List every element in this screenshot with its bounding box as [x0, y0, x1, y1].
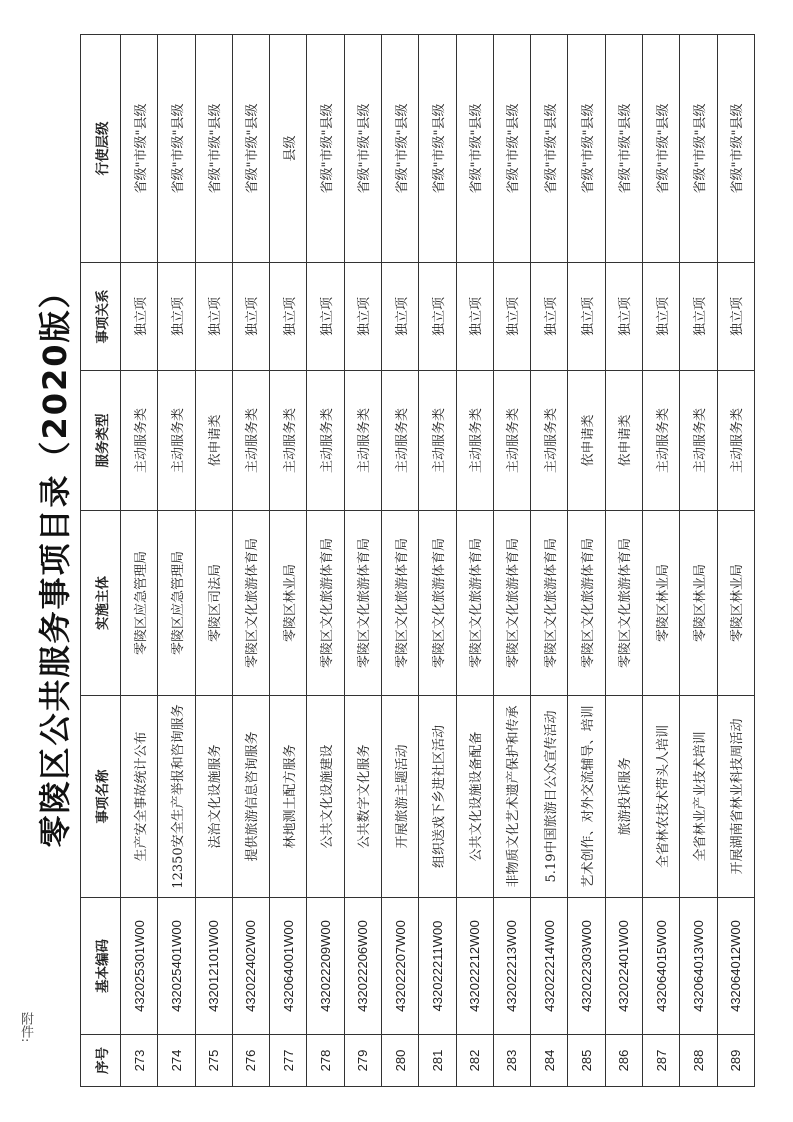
- cell-item-name: 公共文化设施设备配备: [456, 696, 493, 898]
- cell-agency: 零陵区文化旅游体育局: [531, 511, 568, 696]
- cell-item-name: 法治文化设施服务: [195, 696, 232, 898]
- cell-service-type: 依申请类: [568, 371, 605, 511]
- column-header-agency: 实施主体: [81, 511, 121, 696]
- cell-level: 省级"市级"县级: [680, 35, 717, 263]
- cell-service-type: 主动服务类: [270, 371, 307, 511]
- cell-service-type: 主动服务类: [642, 371, 679, 511]
- cell-agency: 零陵区应急管理局: [121, 511, 158, 696]
- cell-index: 275: [195, 1035, 232, 1087]
- cell-index: 286: [605, 1035, 642, 1087]
- cell-service-type: 主动服务类: [456, 371, 493, 511]
- cell-index: 282: [456, 1035, 493, 1087]
- table-row: [605, 35, 642, 1087]
- cell-level: 省级"市级"县级: [642, 35, 679, 263]
- cell-level: 省级"市级"县级: [344, 35, 381, 263]
- cell-relation: 独立项: [419, 263, 456, 371]
- cell-level: 省级"市级"县级: [531, 35, 568, 263]
- table-body: [121, 35, 755, 1087]
- cell-code: 432064001W00: [270, 898, 307, 1035]
- cell-item-name: 开展湖南省林业科技周活动: [717, 696, 755, 898]
- cell-code: 432022213W00: [493, 898, 530, 1035]
- cell-relation: 独立项: [493, 263, 530, 371]
- cell-item-name: 生产安全事故统计公布: [121, 696, 158, 898]
- table-row: [270, 35, 307, 1087]
- cell-level: 省级"市级"县级: [456, 35, 493, 263]
- cell-service-type: 主动服务类: [158, 371, 195, 511]
- cell-level: 省级"市级"县级: [158, 35, 195, 263]
- cell-item-name: 林地测土配方服务: [270, 696, 307, 898]
- cell-agency: 零陵区林业局: [680, 511, 717, 696]
- cell-agency: 零陵区司法局: [195, 511, 232, 696]
- cell-index: 279: [344, 1035, 381, 1087]
- cell-level: 省级"市级"县级: [717, 35, 755, 263]
- attachment-label: 附件:: [18, 1012, 33, 1043]
- cell-code: 432022402W00: [232, 898, 269, 1035]
- cell-level: 省级"市级"县级: [419, 35, 456, 263]
- cell-service-type: 主动服务类: [531, 371, 568, 511]
- cell-agency: 零陵区林业局: [717, 511, 755, 696]
- cell-item-name: 组织送戏下乡进社区活动: [419, 696, 456, 898]
- cell-index: 274: [158, 1035, 195, 1087]
- cell-level: 省级"市级"县级: [381, 35, 418, 263]
- table-row: [232, 35, 269, 1087]
- cell-agency: 零陵区文化旅游体育局: [344, 511, 381, 696]
- table-row: [121, 35, 158, 1087]
- cell-service-type: 依申请类: [195, 371, 232, 511]
- cell-code: 432022212W00: [456, 898, 493, 1035]
- column-header-level: 行使层级: [81, 35, 121, 263]
- cell-level: 省级"市级"县级: [195, 35, 232, 263]
- cell-index: 281: [419, 1035, 456, 1087]
- cell-index: 273: [121, 1035, 158, 1087]
- cell-code: 432022206W00: [344, 898, 381, 1035]
- cell-level: 省级"市级"县级: [605, 35, 642, 263]
- cell-service-type: 主动服务类: [344, 371, 381, 511]
- cell-relation: 独立项: [717, 263, 755, 371]
- cell-agency: 零陵区林业局: [642, 511, 679, 696]
- cell-item-name: 公共数字文化服务: [344, 696, 381, 898]
- cell-relation: 独立项: [344, 263, 381, 371]
- cell-agency: 零陵区文化旅游体育局: [232, 511, 269, 696]
- cell-item-name: 全省林农技术带头人培训: [642, 696, 679, 898]
- cell-relation: 独立项: [456, 263, 493, 371]
- cell-service-type: 依申请类: [605, 371, 642, 511]
- cell-relation: 独立项: [121, 263, 158, 371]
- cell-service-type: 主动服务类: [680, 371, 717, 511]
- cell-relation: 独立项: [605, 263, 642, 371]
- cell-level: 省级"市级"县级: [121, 35, 158, 263]
- cell-level: 省级"市级"县级: [568, 35, 605, 263]
- table-row: [642, 35, 679, 1087]
- table-row: [158, 35, 195, 1087]
- column-header-relation: 事项关系: [81, 263, 121, 371]
- cell-service-type: 主动服务类: [493, 371, 530, 511]
- cell-agency: 零陵区文化旅游体育局: [605, 511, 642, 696]
- cell-service-type: 主动服务类: [307, 371, 344, 511]
- cell-index: 277: [270, 1035, 307, 1087]
- cell-index: 284: [531, 1035, 568, 1087]
- column-header-item-name: 事项名称: [81, 696, 121, 898]
- cell-relation: 独立项: [531, 263, 568, 371]
- cell-code: 432022211W00: [419, 898, 456, 1035]
- cell-index: 287: [642, 1035, 679, 1087]
- cell-item-name: 全省林业产业技术培训: [680, 696, 717, 898]
- cell-relation: 独立项: [270, 263, 307, 371]
- cell-item-name: 旅游投诉服务: [605, 696, 642, 898]
- cell-index: 280: [381, 1035, 418, 1087]
- cell-relation: 独立项: [381, 263, 418, 371]
- table-row: [419, 35, 456, 1087]
- cell-item-name: 公共文化设施建设: [307, 696, 344, 898]
- cell-relation: 独立项: [307, 263, 344, 371]
- cell-code: 432022214W00: [531, 898, 568, 1035]
- cell-agency: 零陵区应急管理局: [158, 511, 195, 696]
- cell-relation: 独立项: [642, 263, 679, 371]
- cell-agency: 零陵区文化旅游体育局: [307, 511, 344, 696]
- cell-service-type: 主动服务类: [419, 371, 456, 511]
- cell-code: 432025301W00: [121, 898, 158, 1035]
- table-row: [531, 35, 568, 1087]
- cell-agency: 零陵区林业局: [270, 511, 307, 696]
- cell-code: 432022303W00: [568, 898, 605, 1035]
- table-row: [717, 35, 755, 1087]
- column-header-code: 基本编码: [81, 898, 121, 1035]
- cell-agency: 零陵区文化旅游体育局: [456, 511, 493, 696]
- table-row: [680, 35, 717, 1087]
- table-header-row: [81, 35, 121, 1087]
- cell-agency: 零陵区文化旅游体育局: [419, 511, 456, 696]
- table-row: [344, 35, 381, 1087]
- column-header-index: 序号: [81, 1035, 121, 1087]
- service-catalog-table: [80, 34, 755, 1087]
- cell-code: 432022209W00: [307, 898, 344, 1035]
- cell-item-name: 提供旅游信息咨询服务: [232, 696, 269, 898]
- table-row: [195, 35, 232, 1087]
- cell-relation: 独立项: [568, 263, 605, 371]
- cell-service-type: 主动服务类: [121, 371, 158, 511]
- table-row: [307, 35, 344, 1087]
- cell-relation: 独立项: [232, 263, 269, 371]
- cell-relation: 独立项: [680, 263, 717, 371]
- cell-code: 432064012W00: [717, 898, 755, 1035]
- cell-index: 288: [680, 1035, 717, 1087]
- column-header-service-type: 服务类型: [81, 371, 121, 511]
- cell-service-type: 主动服务类: [232, 371, 269, 511]
- cell-relation: 独立项: [195, 263, 232, 371]
- cell-service-type: 主动服务类: [381, 371, 418, 511]
- page-title: 零陵区公共服务事项目录（2020版）: [36, 274, 74, 848]
- cell-service-type: 主动服务类: [717, 371, 755, 511]
- cell-index: 276: [232, 1035, 269, 1087]
- cell-agency: 零陵区文化旅游体育局: [493, 511, 530, 696]
- cell-code: 432022207W00: [381, 898, 418, 1035]
- cell-agency: 零陵区文化旅游体育局: [381, 511, 418, 696]
- cell-index: 278: [307, 1035, 344, 1087]
- cell-index: 283: [493, 1035, 530, 1087]
- table-row: [456, 35, 493, 1087]
- cell-item-name: 非物质文化艺术遗产保护和传承: [493, 696, 530, 898]
- cell-code: 432022401W00: [605, 898, 642, 1035]
- cell-item-name: 开展旅游主题活动: [381, 696, 418, 898]
- cell-item-name: 12350安全生产举报和咨询服务: [158, 696, 195, 898]
- table-row: [381, 35, 418, 1087]
- cell-code: 432025401W00: [158, 898, 195, 1035]
- cell-item-name: 艺术创作、对外交流辅导、培训: [568, 696, 605, 898]
- table-row: [568, 35, 605, 1087]
- table-row: [493, 35, 530, 1087]
- cell-code: 432064013W00: [680, 898, 717, 1035]
- cell-index: 285: [568, 1035, 605, 1087]
- cell-level: 省级"市级"县级: [232, 35, 269, 263]
- cell-level: 省级"市级"县级: [493, 35, 530, 263]
- cell-item-name: 5.19中国旅游日公众宣传活动: [531, 696, 568, 898]
- cell-code: 432012101W00: [195, 898, 232, 1035]
- cell-level: 省级"市级"县级: [307, 35, 344, 263]
- cell-relation: 独立项: [158, 263, 195, 371]
- cell-code: 432064015W00: [642, 898, 679, 1035]
- cell-agency: 零陵区文化旅游体育局: [568, 511, 605, 696]
- cell-index: 289: [717, 1035, 755, 1087]
- cell-level: 县级: [270, 35, 307, 263]
